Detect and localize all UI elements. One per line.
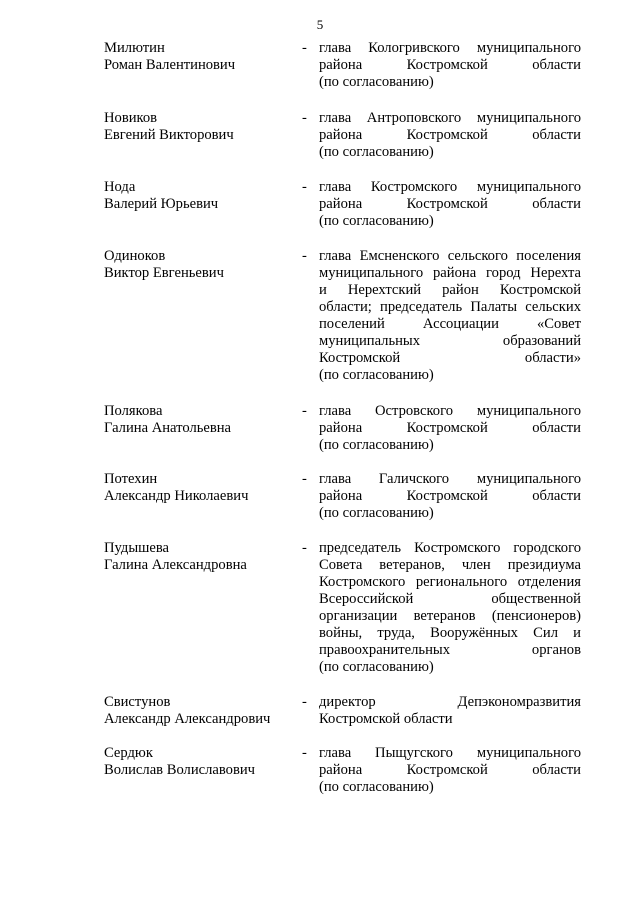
member-position	[319, 471, 581, 522]
member-position	[319, 110, 581, 161]
position-line: муниципальных образований	[319, 333, 581, 349]
member-given-name: Галина Анатольевна	[104, 420, 232, 436]
position-line: Совета ветеранов, член президиума	[319, 557, 581, 573]
position-line: района Костромской области	[319, 57, 581, 73]
member-position	[319, 745, 581, 796]
position-line: глава Кологривского муниципального	[319, 40, 581, 56]
member-given-name: Евгений Викторович	[104, 127, 234, 143]
position-line: района Костромской области	[319, 488, 581, 504]
position-line: глава Антроповского муниципального	[319, 110, 581, 126]
position-line: (по согласованию)	[319, 779, 434, 795]
position-line: (по согласованию)	[319, 659, 434, 675]
position-line: Костромской области	[319, 711, 453, 727]
member-given-name: Виктор Евгеньевич	[104, 265, 224, 281]
position-line: (по согласованию)	[319, 74, 434, 90]
page-number: 5	[316, 17, 324, 32]
position-line: Костромской области»	[319, 350, 581, 366]
member-name	[104, 110, 294, 144]
position-line: глава Галичского муниципального	[319, 471, 581, 487]
member-name	[104, 471, 294, 505]
member-surname: Свистунов	[104, 694, 171, 710]
position-line: района Костромской области	[319, 196, 581, 212]
member-surname: Одиноков	[104, 248, 166, 264]
position-line: поселений Ассоциации «Совет	[319, 316, 581, 332]
dash-separator: -	[302, 540, 307, 556]
member-position	[319, 179, 581, 230]
position-line: области; председатель Палаты сельских	[319, 299, 581, 315]
member-surname: Нода	[104, 179, 136, 195]
dash-separator: -	[302, 40, 307, 56]
member-name	[104, 40, 294, 74]
member-name	[104, 694, 294, 728]
member-surname: Потехин	[104, 471, 158, 487]
member-position	[319, 403, 581, 454]
member-surname: Пудышева	[104, 540, 170, 556]
member-surname: Сердюк	[104, 745, 153, 761]
member-surname: Милютин	[104, 40, 165, 56]
position-line: директор Депэкономразвития	[319, 694, 581, 710]
position-line: организации ветеранов (пенсионеров)	[319, 608, 581, 624]
member-given-name: Валерий Юрьевич	[104, 196, 219, 212]
member-name	[104, 540, 294, 574]
position-line: (по согласованию)	[319, 505, 434, 521]
position-line: муниципального района город Нерехта	[319, 265, 581, 281]
position-line: района Костромской области	[319, 420, 581, 436]
position-line: и Нерехтский район Костромской	[319, 282, 581, 298]
position-line: правоохранительных органов	[319, 642, 581, 658]
dash-separator: -	[302, 403, 307, 419]
dash-separator: -	[302, 471, 307, 487]
dash-separator: -	[302, 110, 307, 126]
dash-separator: -	[302, 179, 307, 195]
member-given-name: Александр Александрович	[104, 711, 271, 727]
position-line: района Костромской области	[319, 127, 581, 143]
member-position	[319, 540, 581, 676]
position-line: (по согласованию)	[319, 144, 434, 160]
position-line: Всероссийской общественной	[319, 591, 581, 607]
position-line: (по согласованию)	[319, 437, 434, 453]
member-given-name: Галина Александровна	[104, 557, 247, 573]
member-given-name: Александр Николаевич	[104, 488, 249, 504]
position-line: глава Пыщугского муниципального	[319, 745, 581, 761]
dash-separator: -	[302, 248, 307, 264]
member-given-name: Волислав Волиславович	[104, 762, 256, 778]
position-line: глава Емсненского сельского поселения	[319, 248, 581, 264]
member-surname: Новиков	[104, 110, 158, 126]
position-line: глава Костромского муниципального	[319, 179, 581, 195]
position-line: председатель Костромского городского	[319, 540, 581, 556]
member-position	[319, 40, 581, 91]
member-name	[104, 248, 294, 282]
member-position	[319, 248, 581, 384]
dash-separator: -	[302, 694, 307, 710]
position-line: Костромского регионального отделения	[319, 574, 581, 590]
member-name	[104, 179, 294, 213]
member-name	[104, 745, 294, 779]
position-line: (по согласованию)	[319, 213, 434, 229]
position-line: войны, труда, Вооружённых Сил и	[319, 625, 581, 641]
member-position	[319, 694, 581, 728]
position-line: района Костромской области	[319, 762, 581, 778]
position-line: (по согласованию)	[319, 367, 434, 383]
member-surname: Полякова	[104, 403, 163, 419]
member-given-name: Роман Валентинович	[104, 57, 236, 73]
dash-separator: -	[302, 745, 307, 761]
member-name	[104, 403, 294, 437]
position-line: глава Островского муниципального	[319, 403, 581, 419]
